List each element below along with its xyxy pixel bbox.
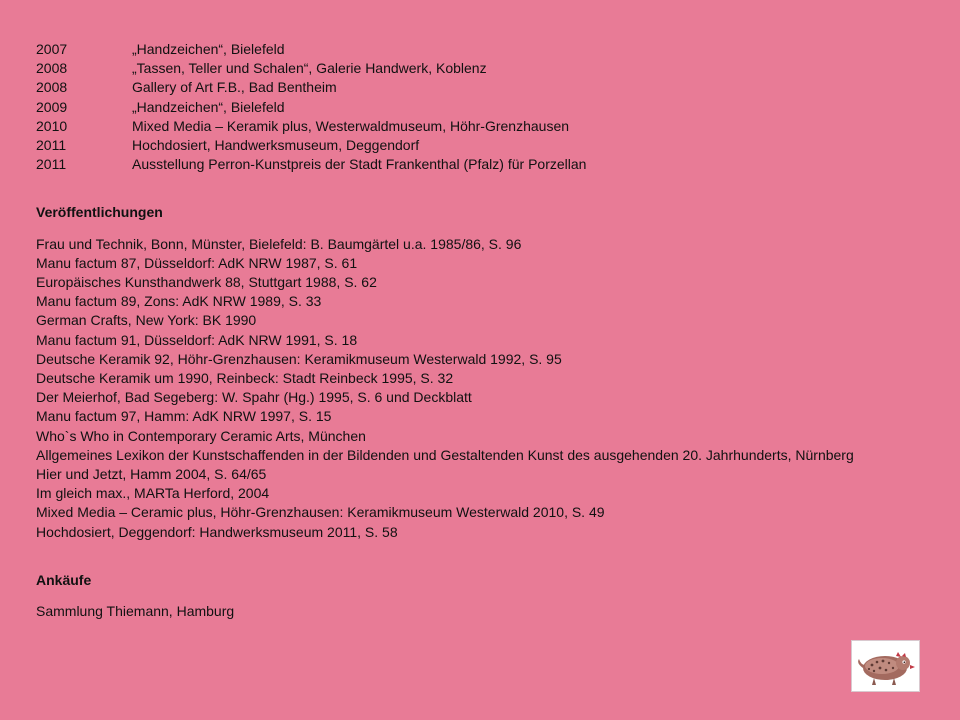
exhibition-year: 2011 (36, 156, 67, 173)
publication-item: Who`s Who in Contemporary Ceramic Arts, München (36, 427, 366, 444)
exhibition-row (36, 78, 936, 97)
publication-item: Manu factum 91, Düsseldorf: AdK NRW 1991, S. 18 (36, 331, 358, 348)
purchases-section (36, 571, 936, 621)
publication-item: Europäisches Kunsthandwerk 88, Stuttgart 1988, S. 62 (36, 274, 377, 291)
exhibition-year: 2008 (36, 60, 68, 77)
publication-item: Allgemeines Lexikon der Kunstschaffenden in der Bildenden und Gestaltenden Kunst des ausgehenden 20. Jahrhunderts, Nürnberg (36, 446, 854, 463)
publication-item: Mixed Media – Ceramic plus, Höhr-Grenzhausen: Keramikmuseum Westerwald 2010, S. 49 (36, 504, 605, 521)
exhibition-text: „Tassen, Teller und Schalen“, Galerie Handwerk, Koblenz (132, 60, 487, 77)
exhibition-year: 2008 (36, 79, 68, 96)
exhibitions-list (36, 40, 936, 174)
exhibition-year: 2007 (36, 41, 68, 57)
exhibition-row (36, 117, 936, 136)
ceramic-creature-icon[interactable] (851, 640, 920, 692)
publication-item: Hochdosiert, Deggendorf: Handwerksmuseum 2011, S. 58 (36, 523, 398, 540)
publication-item: Hier und Jetzt, Hamm 2004, S. 64/65 (36, 466, 267, 483)
publication-item: Manu factum 87, Düsseldorf: AdK NRW 1987, S. 61 (36, 254, 358, 271)
publication-item: Manu factum 89, Zons: AdK NRW 1989, S. 33 (36, 293, 322, 310)
exhibition-row (36, 136, 936, 155)
publication-item: Im gleich max., MARTa Herford, 2004 (36, 485, 270, 502)
publication-item: Manu factum 97, Hamm: AdK NRW 1997, S. 15 (36, 408, 332, 425)
purchase-item: Sammlung Thiemann, Hamburg (36, 603, 235, 620)
exhibition-year: 2010 (36, 117, 68, 134)
publication-item: Der Meierhof, Bad Segeberg: W. Spahr (Hg.) 1995, S. 6 und Deckblatt (36, 389, 472, 406)
exhibition-year: 2009 (36, 98, 68, 115)
document-page (36, 40, 936, 621)
publication-item: Deutsche Keramik um 1990, Reinbeck: Stadt Reinbeck 1995, S. 32 (36, 370, 454, 387)
publication-item: Deutsche Keramik 92, Höhr-Grenzhausen: Keramikmuseum Westerwald 1992, S. 95 (36, 350, 562, 367)
exhibition-text: Gallery of Art F.B., Bad Bentheim (132, 79, 337, 96)
exhibition-row (36, 98, 936, 117)
exhibition-text: „Handzeichen“, Bielefeld (132, 41, 285, 57)
publications-title: Veröffentlichungen (36, 204, 163, 221)
exhibition-row (36, 40, 936, 59)
publications-section (36, 203, 936, 541)
publication-item: German Crafts, New York: BK 1990 (36, 312, 257, 329)
exhibition-text: Mixed Media – Keramik plus, Westerwaldmuseum, Höhr-Grenzhausen (132, 117, 570, 134)
exhibition-text: Hochdosiert, Handwerksmuseum, Deggendorf (132, 137, 420, 154)
purchases-title: Ankäufe (36, 571, 92, 588)
exhibition-text: „Handzeichen“, Bielefeld (132, 98, 285, 115)
exhibition-year: 2011 (36, 137, 67, 154)
exhibition-text: Ausstellung Perron-Kunstpreis der Stadt Frankenthal (Pfalz) für Porzellan (132, 156, 587, 173)
publication-item: Frau und Technik, Bonn, Münster, Bielefeld: B. Baumgärtel u.a. 1985/86, S. 96 (36, 235, 522, 252)
exhibition-row (36, 59, 936, 78)
exhibition-row (36, 155, 936, 174)
